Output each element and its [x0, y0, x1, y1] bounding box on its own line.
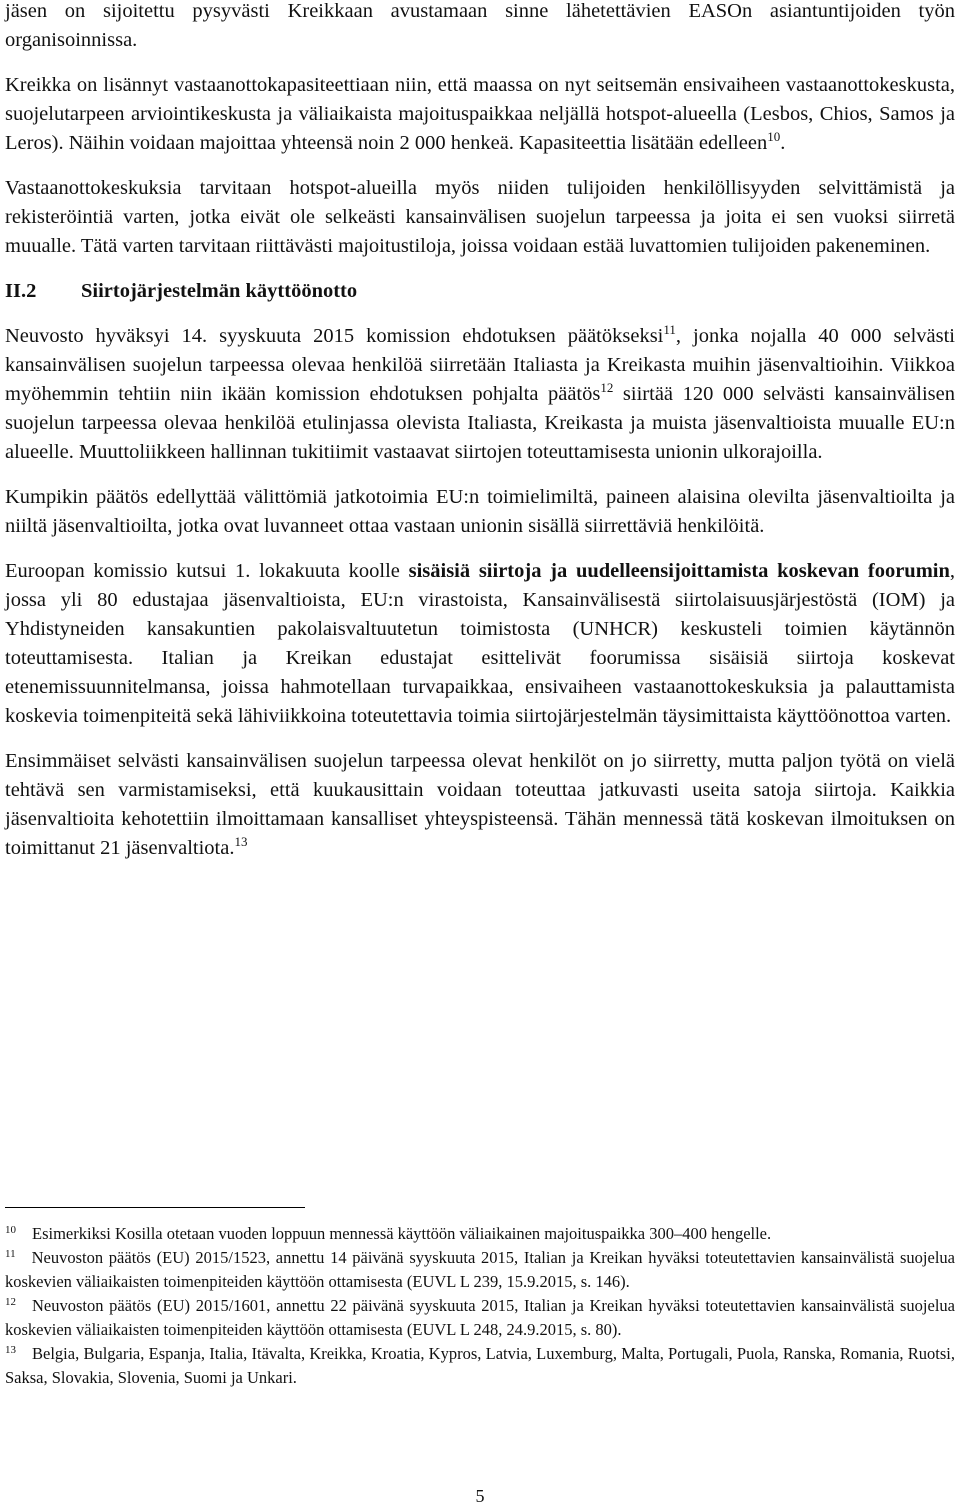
paragraph-reception-end: . — [780, 132, 786, 154]
paragraph-forum — [5, 557, 955, 731]
footnote-number: 12 — [5, 1295, 16, 1308]
paragraph-council-text-b: , jonka nojalla 40 000 selvästi kansainvälisen suojelun tarpeessa olevaa henkilöä siirretään Italiasta ja Kreikasta muihin jäsenvaltioihin. Viikkoa myöhemmin tehtiin niin ikään komission ehdotuksen pohjalta päätös — [5, 325, 956, 405]
footnotes-section — [5, 1207, 955, 1390]
footnote-ref-11[interactable]: 11 — [663, 322, 676, 338]
paragraph-first-relocations — [5, 747, 955, 863]
footnote-separator — [5, 1207, 305, 1208]
document-body — [5, 0, 955, 879]
paragraph-hotspot-text: Vastaanottokeskuksia tarvitaan hotspot-alueilla myös niiden tulijoiden henkilöllisyyden selvittämistä ja rekisteröintiä varten, jotka eivät ole selkeästi kansainvälisen suojelun tarpeessa ja joita ei sen vuoksi siirretä muualle. Tätä varten tarvitaan riittävästi majoitustiloja, joissa voidaan estää luvattomien tulijoiden pakeneminen. — [5, 177, 955, 257]
footnote-11 — [5, 1246, 955, 1294]
paragraph-follow-up — [5, 483, 955, 541]
paragraph-easo-text: jäsen on sijoitettu pysyvästi Kreikkaan avustamaan sinne lähetettävien EASOn asiantuntijoiden työn organisoinnissa. — [5, 0, 955, 51]
paragraph-reception-capacity — [5, 71, 955, 158]
footnote-number: 13 — [5, 1343, 16, 1356]
section-title: Siirtojärjestelmän käyttöönotto — [81, 280, 358, 302]
paragraph-council-text-c: siirtää 120 000 selvästi kansainvälisen suojelun tarpeessa olevaa henkilöä etulinjassa olevista Italiasta, Kreikasta ja muista jäsenvaltioista muualle EU:n alueelle. Muuttoliikkeen hallinnan tukitiimit vastaavat siirtojen toteuttamisesta unionin ulkorajoilla. — [5, 383, 955, 463]
footnote-text: Belgia, Bulgaria, Espanja, Italia, Itävalta, Kreikka, Kroatia, Kypros, Latvia, Luxemburg, Malta, Portugali, Puola, Ranska, Romania, Ruotsi, Saksa, Slovakia, Slovenia, Suomi ja Unkari. — [5, 1344, 955, 1387]
page-number: 5 — [475, 1486, 485, 1506]
paragraph-easo — [5, 0, 955, 55]
footnote-text: Neuvoston päätös (EU) 2015/1523, annettu 14 päivänä syyskuuta 2015, Italian ja Kreikan hyväksi toteutettavien kansainvälistä suojelua koskevien väliaikaisten toimenpiteiden käyttöön ottamisesta (EUVL L 239, 15.9.2015, s. 146). — [5, 1248, 955, 1291]
footnote-ref-13[interactable]: 13 — [234, 834, 248, 850]
paragraph-reception-text: Kreikka on lisännyt vastaanottokapasiteettiaan niin, että maassa on nyt seitsemän ensivaiheen vastaanottokeskusta, suojelutarpeen arviointikeskusta ja väliaikaista majoituspaikkaa neljällä hotspot-alueella (Lesbos, Chios, Samos ja Leros). Näihin voidaan majoittaa yhteensä noin 2 000 henkeä. Kapasiteettia lisätään edelleen — [5, 74, 955, 154]
paragraph-forum-text-a: Euroopan komissio kutsui 1. lokakuuta koolle — [5, 560, 409, 582]
footnote-number: 11 — [5, 1247, 16, 1260]
footnote-ref-10[interactable]: 10 — [767, 129, 781, 145]
paragraph-forum-text-b: , jossa yli 80 edustajaa jäsenvaltioista, EU:n virastoista, Kansainvälisestä siirtolaisuusjärjestöstä (IOM) ja Yhdistyneiden kansakuntien pakolaisvaltuutetun toimistosta (UNHCR) keskusteli toimien käytännön toteuttamisesta. Italian ja Kreikan edustajat esittelivät foorumissa sisäisiä siirtoja koskevat etenemissuunnitelmansa, joissa hahmotellaan turvapaikkaa, ensivaiheen vastaanottokeskuksia ja palauttamista koskevia toimenpiteitä sekä lähiviikkoina toteutettavia toimia siirtojärjestelmän täysimittaista käyttöönottoa varten. — [5, 560, 955, 727]
paragraph-follow-up-text: Kumpikin päätös edellyttää välittömiä jatkotoimia EU:n toimielimiltä, paineen alaisina olevilta jäsenvaltioilta ja niiltä jäsenvaltioilta, jotka ovat luvanneet ottaa vastaan unionin sisällä siirrettäviä henkilöitä. — [5, 486, 955, 537]
forum-name-bold: sisäisiä siirtoja ja uudelleensijoittamista koskevan foorumin — [408, 560, 950, 582]
footnote-12 — [5, 1294, 955, 1342]
section-heading — [5, 277, 955, 306]
paragraph-hotspot-centres — [5, 174, 955, 261]
footnote-10 — [5, 1222, 955, 1246]
footnote-text: Esimerkiksi Kosilla otetaan vuoden loppuun mennessä käyttöön väliaikainen majoituspaikka 300–400 hengelle. — [32, 1224, 772, 1243]
footnote-ref-12[interactable]: 12 — [600, 380, 614, 396]
section-number: II.2 — [5, 280, 37, 302]
footnote-number: 10 — [5, 1223, 16, 1236]
footnote-13 — [5, 1342, 955, 1390]
paragraph-council-decision — [5, 322, 955, 467]
paragraph-council-text-a: Neuvosto hyväksyi 14. syyskuuta 2015 komission ehdotuksen päätökseksi — [5, 325, 664, 347]
paragraph-first-relocations-text: Ensimmäiset selvästi kansainvälisen suojelun tarpeessa olevat henkilöt on jo siirretty, mutta paljon työtä on vielä tehtävä sen varmistamiseksi, että kuukausittain voidaan toteuttaa jatkuvasti useita satoja siirtoja. Kaikkia jäsenvaltioita kehotettiin ilmoittamaan kansalliset yhteyspisteensä. Tähän mennessä tätä koskevan ilmoituksen on toimittanut 21 jäsenvaltiota. — [5, 750, 955, 859]
footnote-text: Neuvoston päätös (EU) 2015/1601, annettu 22 päivänä syyskuuta 2015, Italian ja Kreikan hyväksi toteutettavien kansainvälistä suojelua koskevien väliaikaisten toimenpiteiden käyttöön ottamisesta (EUVL L 248, 24.9.2015, s. 80). — [5, 1296, 955, 1339]
